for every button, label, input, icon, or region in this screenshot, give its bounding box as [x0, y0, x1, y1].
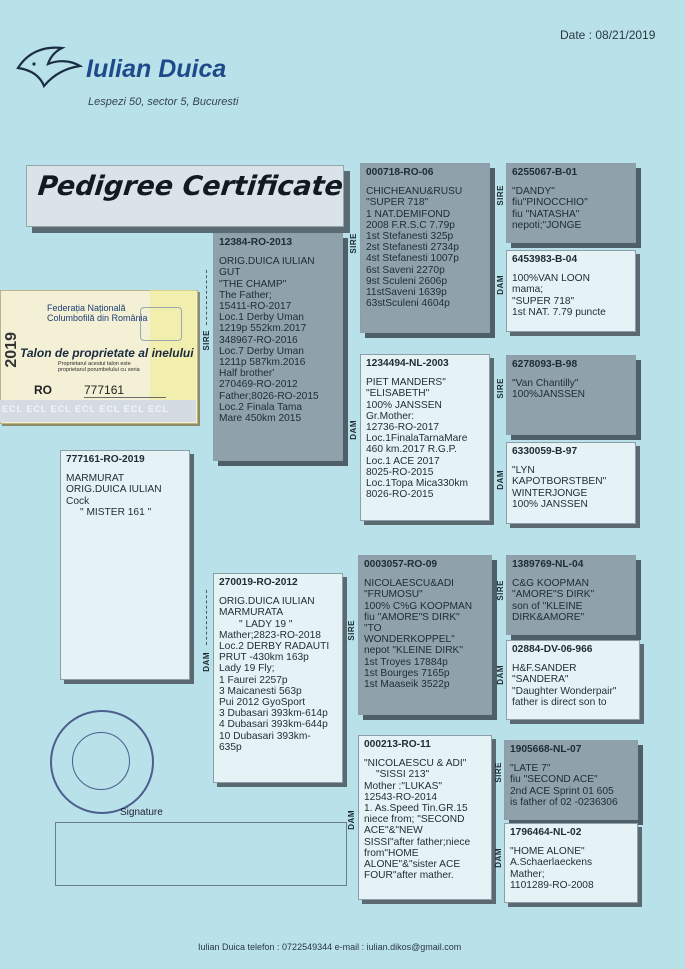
ring-code: 6453983-B-04 [512, 254, 578, 265]
sire-label: SIRE [347, 620, 356, 641]
pigeon-icon [14, 38, 84, 94]
sire-sire-dam-box: 6453983-B-04 100%VAN LOON mama; "SUPER 718" 1st NAT. 7.79 puncte [506, 250, 636, 332]
ring-code: 1234494-NL-2003 [366, 358, 449, 369]
signature-label: Signature [120, 807, 163, 818]
dam-dam-box: 000213-RO-11 "NICOLAESCU & ADI" "SISSI 213" Mother :"LUKAS" 12543-RO-2014 1. As.Speed Tin.GR.15 niece from; "SECOND ACE"&"NEW SISSI"after father;niece from"HOME ALONE"&"sister ACE FOUR"after mather. [358, 735, 492, 900]
sire-dam-dam-box: 6330059-B-97 "LYN KAPOTBORSTBEN" WINTERJONGE 100% JANSSEN [506, 442, 636, 524]
breeder-name: Iulian Duica [86, 55, 227, 83]
dam-box: 270019-RO-2012 ORIG.DUICA IULIAN MARMURATA " LADY 19 " Mather;2823-RO-2018 Loc.2 DERBY RADAUTI PRUT -430km 163p Lady 19 Fly; 1 Faurei 2257p 3 Maicanesti 563p Pui 2012 GyoSport 3 Dubasari 393km-614p 4 Dubasari 393km-644p 10 Dubasari 393km- 635p [213, 573, 343, 783]
dam-label: DAM [349, 420, 358, 440]
dam-label: DAM [496, 275, 505, 295]
stamp-inner-ring [72, 732, 130, 790]
federation-name: Federația Națională Columbofilă din România [47, 303, 148, 323]
ring-code: 270019-RO-2012 [219, 577, 298, 588]
sire-label: SIRE [494, 762, 503, 783]
card-small-text: Proprietarul acestui talon este proprietarul porumbelului cu seria [58, 361, 140, 373]
ring-code: 0003057-RO-09 [364, 559, 438, 570]
sire-label: SIRE [349, 233, 358, 254]
dam-sire-box: 0003057-RO-09 NICOLAESCU&ADI "FRUMOSU" 100% C%G KOOPMAN fiu "AMORE"S DIRK" "TO WONDERKOPPEL" nepot "KLEINE DIRK" 1st Troyes 17884p 1st Bourges 7165p 1st Maaseik 3522p [358, 555, 492, 715]
dam-dam-sire-box: 1905668-NL-07 "LATE 7" fiu "SECOND ACE" 2nd ACE Sprint 01 605 is father of 02 -0236306 [504, 740, 638, 820]
dam-connector [206, 590, 207, 645]
dam-label: DAM [202, 652, 211, 672]
ring-code: 000213-RO-11 [364, 739, 431, 750]
ring-code: 1389769-NL-04 [512, 559, 584, 570]
ring-code: 02884-DV-06-966 [512, 644, 593, 655]
sire-box: 12384-RO-2013 ORIG.DUICA IULIAN GUT "THE CHAMP" The Father; 15411-RO-2017 Loc.1 Derby Uman 1219p 552km.2017 348967-RO-2016 Loc.7 Derby Uman 1211p 587km.2016 Half brother' 270469-RO-2012 Father;8026-RO-2015 Loc.2 Finala Tama Mare 450km 2015 [213, 233, 343, 461]
ring-code: 6330059-B-97 [512, 446, 578, 457]
dam-dam-dam-box: 1796464-NL-02 "HOME ALONE" A.Schaerlaeckens Mather; 1101289-RO-2008 [504, 823, 638, 903]
ring-code: 777161-RO-2019 [66, 454, 145, 465]
dam-label: DAM [496, 665, 505, 685]
ring-code: 1796464-NL-02 [510, 827, 582, 838]
ring-code: 000718-RO-06 [366, 167, 434, 178]
dam-label: DAM [347, 810, 356, 830]
card-ring-number: 777161 [84, 383, 125, 397]
sire-label: SIRE [496, 378, 505, 399]
sire-sire-box: 000718-RO-06 CHICHEANU&RUSU "SUPER 718" 1 NAT.DEMIFOND 2008 F.R.S.C 7.79p 1st Stefanesti 325p 2st Stefanesti 2734p 4st Stefanesti 1007p 6st Saveni 2270p 9st Sculeni 2606p 11stSaveni 1639p 63stSculeni 4604p [360, 163, 490, 333]
sire-connector [206, 270, 207, 325]
sire-dam-box: 1234494-NL-2003 PIET MANDERS" "ELISABETH" 100% JANSSEN Gr.Mother: 12736-RO-2017 Loc.1FinalaTarnaMare 460 km.2017 R.G.P. Loc.1 ACE 2017 8025-RO-2015 Loc.1Topa Mica330km 8026-RO-2015 [360, 354, 490, 521]
ring-code: 6278093-B-98 [512, 359, 578, 370]
ring-code: 6255067-B-01 [512, 167, 578, 178]
federation-emblem-icon [140, 307, 182, 341]
signature-box [55, 822, 347, 886]
ring-code: 12384-RO-2013 [219, 237, 293, 248]
dam-label: DAM [496, 470, 505, 490]
sire-sire-sire-box: 6255067-B-01 "DANDY" fiu"PINOCCHIO" fiu "NATASHA" nepoti;"JONGE [506, 163, 636, 243]
card-year: 2019 [3, 332, 20, 368]
card-heading: Talon de proprietate al inelului [20, 346, 194, 360]
dam-sire-dam-box: 02884-DV-06-966 H&F.SANDER "SANDERA" "Daughter Wonderpair" father is direct son to [506, 640, 640, 720]
page-title: Pedigree Certificate [36, 171, 345, 202]
dam-sire-sire-box: 1389769-NL-04 C&G KOOPMAN "AMORE"S DIRK" son of "KLEINE DIRK&AMORE" [506, 555, 636, 635]
date-label: Date : 08/21/2019 [560, 28, 656, 42]
sire-label: SIRE [496, 580, 505, 601]
card-stripe-text: ECL ECL ECL ECL ECL ECL ECL [2, 404, 170, 414]
footer-contact: Iulian Duica telefon : 0722549344 e-mail : iulian.dikos@gmail.com [198, 942, 462, 952]
card-underline [84, 397, 166, 398]
sire-dam-sire-box: 6278093-B-98 "Van Chantilly" 100%JANSSEN [506, 355, 636, 435]
card-country-prefix: RO [34, 383, 52, 397]
sire-label: SIRE [202, 330, 211, 351]
ring-code: 1905668-NL-07 [510, 744, 582, 755]
subject-box: 777161-RO-2019 MARMURAT ORIG.DUICA IULIAN Cock " MISTER 161 " [60, 450, 190, 680]
sire-label: SIRE [496, 185, 505, 206]
dam-label: DAM [494, 848, 503, 868]
breeder-address: Lespezi 50, sector 5, Bucuresti [88, 96, 239, 108]
